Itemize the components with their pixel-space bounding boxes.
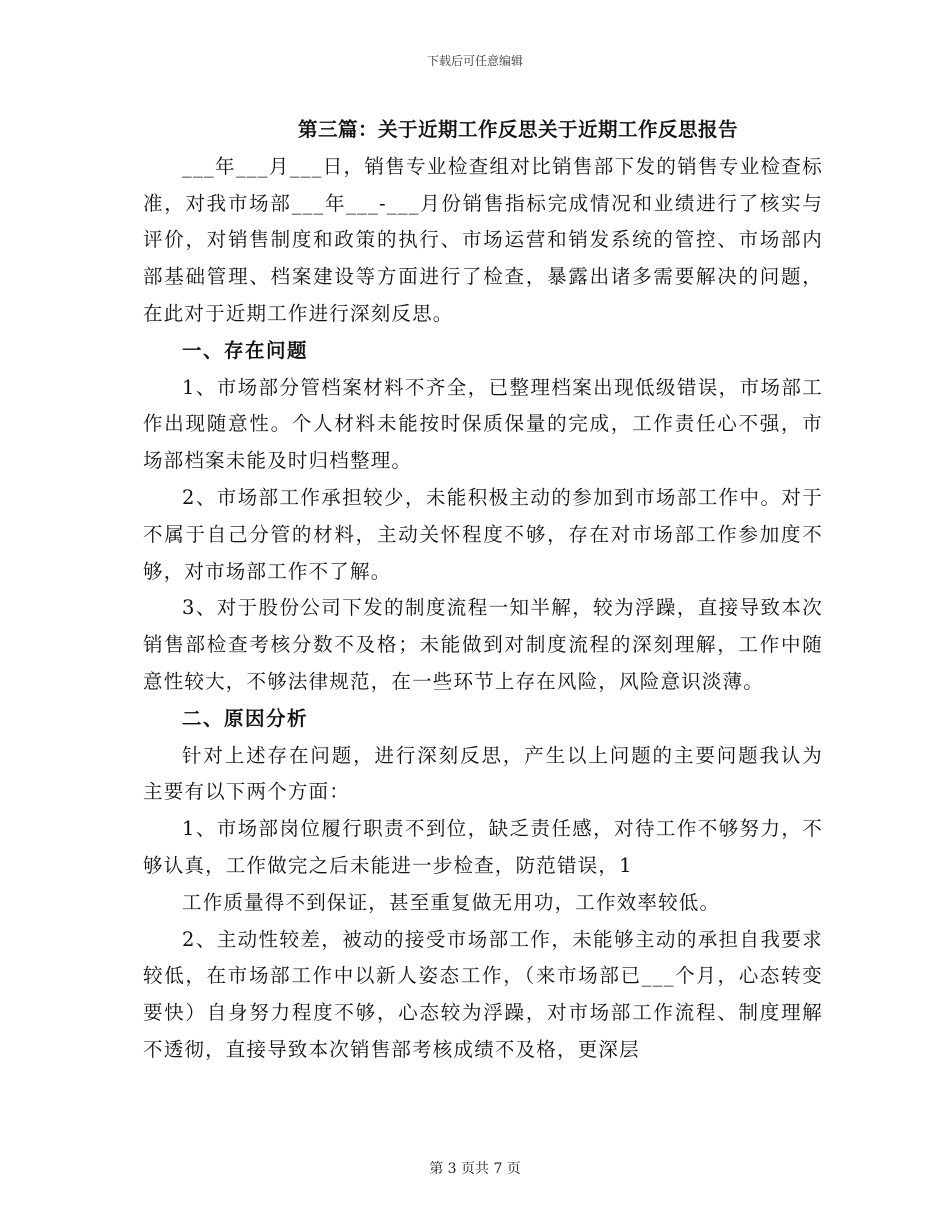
- section-heading-analysis: 二、原因分析: [182, 706, 309, 730]
- analysis-item-1: 1、市场部岗位履行职责不到位，缺乏责任感，对待工作不够努力，不够认真，工作做完之后未能进一步检查，防范错误，1: [143, 817, 823, 877]
- analysis-item-1-continued: 工作质量得不到保证，甚至重复做无用功，工作效率较低。: [182, 890, 721, 914]
- document-body: [143, 112, 823, 1069]
- intro-paragraph: ___年___月___日，销售专业检查组对比销售部下发的销售专业检查标准，对我市场部___年___-___月份销售指标完成情况和业绩进行了核实与评价，对销售制度和政策的执行、市场运营和销发系统的管控、市场部内部基础管理、档案建设等方面进行了检查，暴露出诸多需要解决的问题，在此对于近期工作进行深刻反思。: [143, 154, 823, 325]
- problem-item-2: 2、市场部工作承担较少，未能积极主动的参加到市场部工作中。对于不属于自己分管的材料，主动关怀程度不够，存在对市场部工作参加度不够，对市场部工作不了解。: [143, 485, 823, 583]
- section-heading-problems: 一、存在问题: [182, 338, 309, 362]
- page-footer: 第 3 页共 7 页: [429, 1161, 521, 1177]
- analysis-intro: 针对上述存在问题，进行深刻反思，产生以上问题的主要问题我认为主要有以下两个方面：: [143, 743, 823, 804]
- analysis-item-2: 2、主动性较差，被动的接受市场部工作，未能够主动的承担自我要求较低，在市场部工作中以新人姿态工作，（来市场部已___个月，心态转变要快）自身努力程度不够，心态较为浮躁，对市场部工作流程、制度理解不透彻，直接导致本次销售部考核成绩不及格，更深层: [143, 927, 823, 1061]
- problem-item-3: 3、对于股份公司下发的制度流程一知半解，较为浮躁，直接导致本次销售部检查考核分数不及格；未能做到对制度流程的深刻理解，工作中随意性较大，不够法律规范，在一些环节上存在风险，风险意识淡薄。: [143, 596, 823, 693]
- page-header: 下载后可任意编辑: [426, 54, 523, 68]
- problem-item-1: 1、市场部分管档案材料不齐全，已整理档案出现低级错误，市场部工作出现随意性。个人材料未能按时保质保量的完成，工作责任心不强，市场部档案未能及时归档整理。: [143, 375, 823, 473]
- document-title: 第三篇：关于近期工作反思关于近期工作反思报告: [297, 118, 738, 141]
